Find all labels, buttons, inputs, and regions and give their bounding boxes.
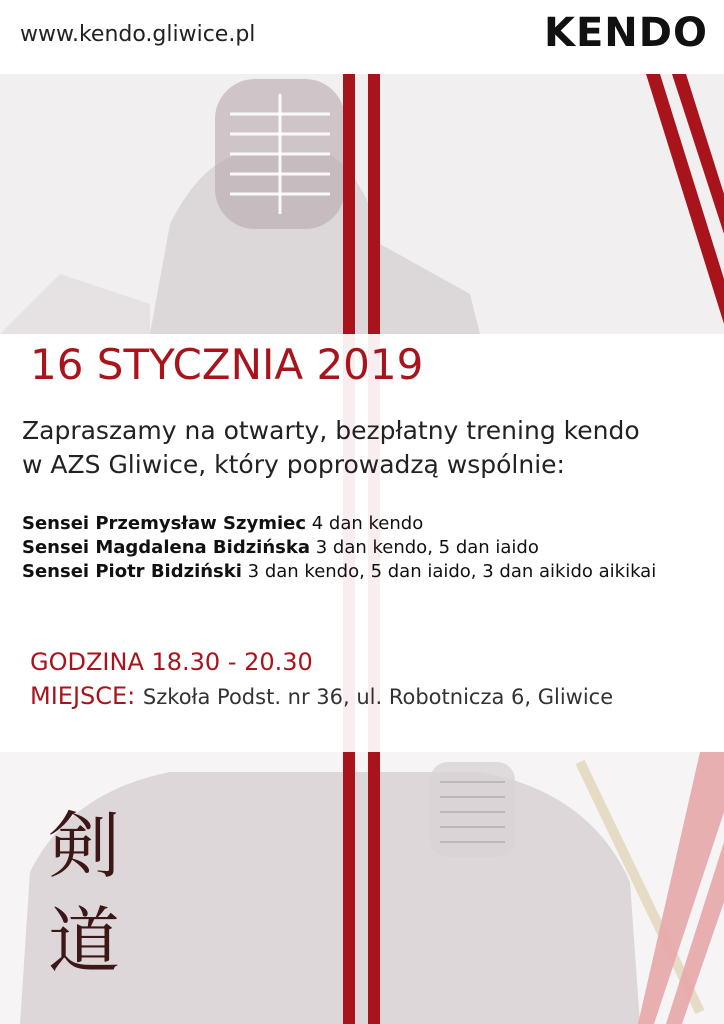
intro-line-2: w AZS Gliwice, który poprowadzą wspólnie: xyxy=(22,450,565,479)
teacher-name: Sensei Przemysław Szymiec xyxy=(22,513,307,534)
teacher-rank: 3 dan kendo, 5 dan iaido xyxy=(315,537,539,558)
red-diagonal-stripes-bottom xyxy=(620,752,724,1024)
kanji-do: 道 xyxy=(48,899,121,983)
place-label: MIEJSCE: xyxy=(30,682,136,710)
teachers-list xyxy=(22,512,656,584)
event-details xyxy=(30,645,613,714)
place-address: Szkoła Podst. nr 36, ul. Robotnicza 6, Gliwice xyxy=(142,685,614,709)
event-intro xyxy=(22,414,712,482)
teacher-rank: 3 dan kendo, 5 dan iaido, 3 dan aikido aikikai xyxy=(247,561,657,582)
teacher-name: Sensei Piotr Bidziński xyxy=(22,561,242,582)
brand-title: KENDO xyxy=(543,10,708,56)
intro-line-1: Zapraszamy na otwarty, bezpłatny trening kendo xyxy=(22,416,640,445)
teacher-name: Sensei Magdalena Bidzińska xyxy=(22,537,310,558)
website-url[interactable]: www.kendo.gliwice.pl xyxy=(20,22,256,47)
teacher-rank: 4 dan kendo xyxy=(311,513,424,534)
teacher-row xyxy=(22,536,656,560)
event-time: GODZINA 18.30 - 20.30 xyxy=(30,648,313,676)
kanji-ken: 剣 xyxy=(48,804,121,888)
teacher-row xyxy=(22,512,656,536)
event-date: 16 STYCZNIA 2019 xyxy=(30,340,424,389)
red-diagonal-stripes-top xyxy=(600,74,724,334)
teacher-row xyxy=(22,560,656,584)
kendoka-photo-bottom xyxy=(0,752,724,1024)
event-place xyxy=(30,679,613,714)
header-bar xyxy=(0,0,724,74)
